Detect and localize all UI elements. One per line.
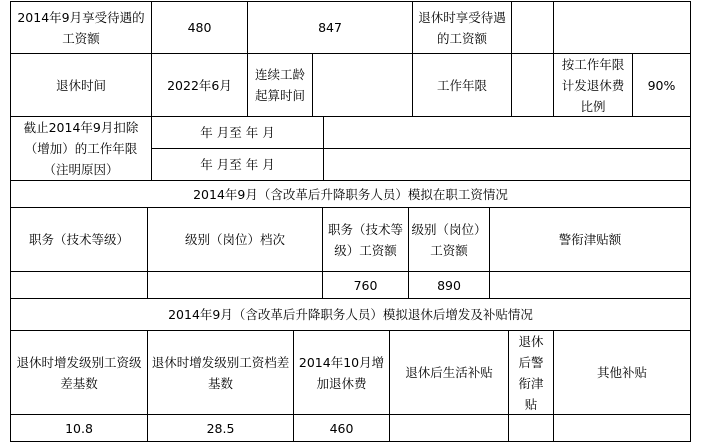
retire-time-value: 2022年6月 xyxy=(152,54,248,117)
retired-police-allowance-value xyxy=(509,415,554,442)
position-salary-value: 760 xyxy=(323,272,409,299)
retire-salary-label: 退休时享受待遇的工资额 xyxy=(413,2,512,54)
living-allowance-value xyxy=(390,415,509,442)
police-allowance-value xyxy=(490,272,691,299)
other-allowance-header: 其他补贴 xyxy=(554,331,691,415)
deduction-reason-1 xyxy=(324,117,691,149)
section-retirement-title: 2014年9月（含改革后升降职务人员）模拟退休后增发及补贴情况 xyxy=(11,299,691,331)
living-allowance-header: 退休后生活补贴 xyxy=(390,331,509,415)
pension-ratio-label: 按工作年限计发退休费比例 xyxy=(554,54,633,117)
service-start-value xyxy=(313,54,413,117)
position-salary-header: 职务（技术等级）工资额 xyxy=(323,208,409,272)
current-salary-label: 2014年9月享受待遇的工资额 xyxy=(11,2,152,54)
pension-increase-header: 2014年10月增加退休费 xyxy=(294,331,390,415)
retire-salary-value xyxy=(512,2,554,54)
deduction-label: 截止2014年9月扣除（增加）的工作年限（注明原因） xyxy=(11,117,152,181)
grade-header: 级别（岗位）档次 xyxy=(148,208,323,272)
retire-time-label: 退休时间 xyxy=(11,54,152,117)
grade-salary-value: 890 xyxy=(409,272,490,299)
pension-table xyxy=(10,1,691,442)
current-salary-value-1: 480 xyxy=(152,2,248,54)
pension-ratio-value: 90% xyxy=(633,54,691,117)
work-years-value xyxy=(512,54,554,117)
deduction-period-2: 年 月至 年 月 xyxy=(152,149,324,181)
pension-increase-value: 460 xyxy=(294,415,390,442)
grade-diff-base-value: 28.5 xyxy=(148,415,294,442)
service-start-label: 连续工龄起算时间 xyxy=(248,54,313,117)
work-years-label: 工作年限 xyxy=(413,54,512,117)
other-allowance-value xyxy=(554,415,691,442)
position-value xyxy=(11,272,148,299)
position-header: 职务（技术等级） xyxy=(11,208,148,272)
grade-diff-base-header: 退休时增发级别工资档差基数 xyxy=(148,331,294,415)
section-in-service-title: 2014年9月（含改革后升降职务人员）模拟在职工资情况 xyxy=(11,181,691,208)
level-diff-base-header: 退休时增发级别工资级差基数 xyxy=(11,331,148,415)
deduction-reason-2 xyxy=(324,149,691,181)
retired-police-allowance-header: 退休后警衔津贴 xyxy=(509,331,554,415)
grade-value xyxy=(148,272,323,299)
current-salary-value-2: 847 xyxy=(248,2,413,54)
police-allowance-header: 警衔津贴额 xyxy=(490,208,691,272)
grade-salary-header: 级别（岗位）工资额 xyxy=(409,208,490,272)
deduction-period-1: 年 月至 年 月 xyxy=(152,117,324,149)
blank-cell xyxy=(554,2,691,54)
level-diff-base-value: 10.8 xyxy=(11,415,148,442)
